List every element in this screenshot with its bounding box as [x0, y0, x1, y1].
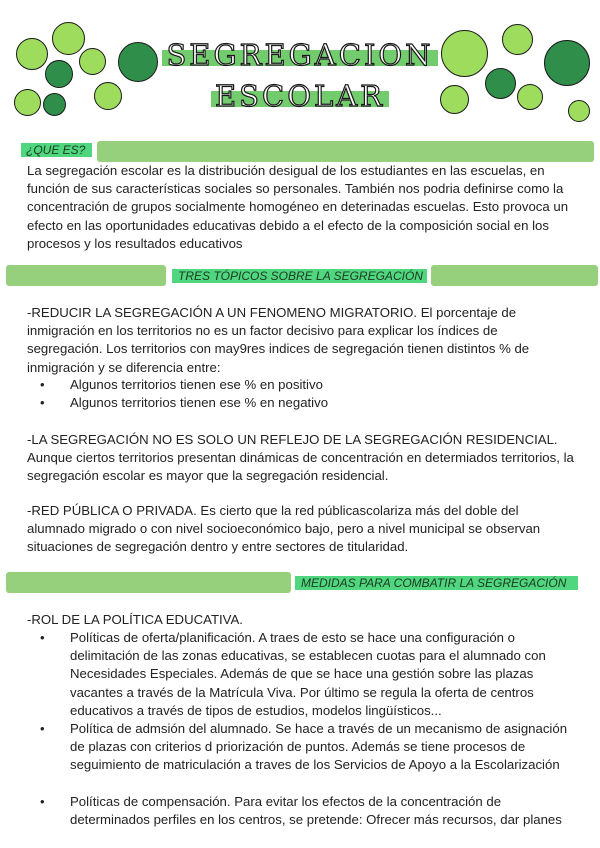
list-item: • Política de admsión del alumnado. Se hace a través de un mecanismo de asignación de plazas con criterios d priorización de puntos. Además se tiene procesos de seguimiento de matriculación a traves de los Servicios de Apoyo a la Escolarización	[27, 720, 575, 775]
page-title-line-1	[0, 38, 600, 72]
definition-paragraph: La segregación escolar es la distribución desigual de los estudiantes en las escuelas, en función de sus características sociales so personales. También nos podria definirse como la concentración de grupos socialmente homogéneo en deterinadas escuelas. Esto provoca un efecto en las oportunidades educativas debido a el efecto de la composición social en los procesos y los resultados educativos	[27, 163, 569, 251]
list-item: • Políticas de oferta/planificación. A traes de esto se hace una configuración o delimitación de las zonas educativas, se establecen cuotas para el alumnado con Necesidades Especiales. Además de que se hace una gestión sobre las plazas vacantes a través de la Matrícula Viva. Por último se regula la oferta de centros educativos a través de tipos de estudios, modelos lingüísticos...	[27, 629, 575, 720]
list-item: • Algunos territorios tienen ese % en negativo	[27, 394, 575, 412]
page-title: SEGREGACION	[166, 38, 434, 72]
section-label-topicos: TRES TÓPICOS SOBRE LA SEGREGACIÓN	[178, 269, 423, 283]
section-header-bar	[6, 572, 291, 593]
page-subtitle: ESCOLAR	[214, 79, 386, 113]
section-header-bar	[6, 265, 166, 286]
section-label-medidas: MEDIDAS PARA COMBATIR LA SEGREGACIÓN	[301, 576, 567, 590]
topic-3-paragraph: -RED PÚBLICA O PRIVADA. Es cierto que la red públicascolariza más del doble del alumnado migrado o con nivel socioeconómico bajo, pero a nivel municipal se observan situaciones de segregación dentro y entre sectores de titularidad.	[27, 503, 541, 555]
topic-2-paragraph: -LA SEGREGACIÓN NO ES SOLO UN REFLEJO DE LA SEGREGACIÓN RESIDENCIAL. Aunque ciertos territorios presentan dinámicas de concentración en determiados territorios, la segregación escolar es mayor que la segregación residencial.	[27, 432, 574, 484]
list-item: • Políticas de compensación. Para evitar los efectos de la concentración de determinados perfiles en los centros, se pretende: Ofrecer más recursos, dar planes	[27, 793, 575, 829]
topic-1-paragraph: -REDUCIR LA SEGREGACIÓN A UN FENOMENO MIGRATORIO. El porcentaje de inmigración en los territorios no es un factor decisivo para explicar los índices de segregación. Los territorios con may9res indices de segregación tienen distintos % de inmigración y se diferencia entre:	[27, 305, 530, 375]
section-header-bar	[431, 265, 598, 286]
section-header-bar	[97, 141, 594, 162]
page-title-line-2	[0, 79, 600, 113]
medidas-bullets	[27, 629, 575, 829]
section-label-que-es: ¿QUE ES?	[26, 143, 86, 157]
topic-1-bullets	[27, 376, 575, 412]
rol-title: -ROL DE LA POLÍTICA EDUCATIVA.	[27, 612, 243, 627]
list-item: • Algunos territorios tienen ese % en positivo	[27, 376, 575, 394]
